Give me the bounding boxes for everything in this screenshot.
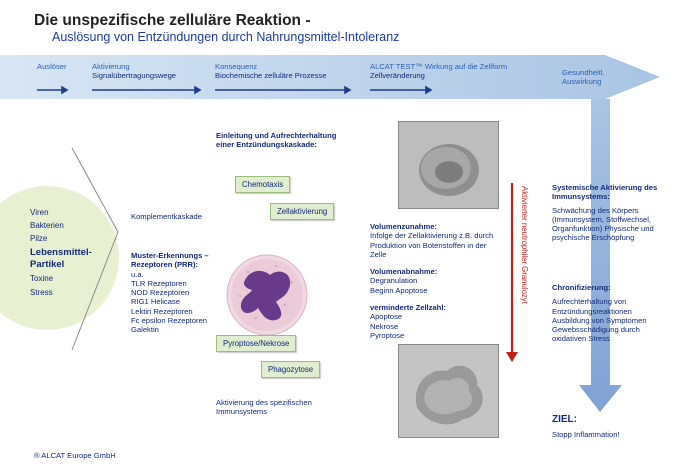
volume-increase-block [370,222,500,259]
cell-photo-shrunk [398,344,499,438]
cell-count-item: Apoptose [370,312,403,322]
prr-block [131,251,219,335]
prr-item: Lektin Rezeptoren [131,306,193,316]
page-subtitle: Auslösung von Entzündungen durch Nahrungsmittel-Intoleranz [52,30,400,44]
chronic-text: Aufrechterhaltung von Entzündungsreaktionen Ausbildung von Symptomen Gewebsschädigung durch oxidativen Stress [552,297,647,344]
cell-count-item: Nekrose [370,321,399,331]
trigger-item: Viren [30,208,49,217]
copyright-footer: ® ALCAT Europe GmbH [34,451,116,460]
volume-decrease-title: Volumenabnahme: [370,267,438,276]
chronic-title: Chronifizierung: [552,283,611,292]
box-chemotaxis: Chemotaxis [235,176,290,193]
prr-item: RIG1 Helicase [131,297,180,307]
trigger-main-item: Lebensmittel-Partikel [30,247,92,270]
cell-photo-swollen [398,121,499,209]
systemic-block [552,183,682,243]
page-title: Die unspezifische zelluläre Reaktion - [34,12,311,29]
box-phagocytosis: Phagozytose [261,361,320,378]
trigger-list [30,208,100,298]
cell-count-item: Pyroptose [370,330,405,340]
trigger-item: Pilze [30,234,48,243]
goal-text: Stopp Inflammation! [552,430,620,439]
volume-decrease-item: Beginn Apoptose [370,285,428,295]
stage-label-consequence: Konsequenz Biochemische zelluläre Prozesse [215,62,327,80]
prr-title: Muster-Erkennungs – Rezeptoren (PRR): [131,251,209,270]
trigger-item: Stress [30,288,53,297]
volume-decrease-item: Degranulation [370,276,418,286]
box-cell-activation: Zellaktivierung [270,203,334,220]
chronic-block [552,283,662,344]
box-pyroptosis-necrosis: Pyroptose/Nekrose [216,335,296,352]
volume-increase-text: Infolge der Zellaktivierung z.B. durch Produktion von Botenstoffen in der Zelle [370,231,494,259]
goal-block [552,414,620,439]
trigger-item: Toxine [30,274,54,283]
cell-count-title: verminderte Zellzahl: [370,303,446,312]
prr-item: Fc epsilon Rezeptoren [131,316,207,326]
health-down-arrow [579,99,622,412]
prr-item: Galektin [131,325,159,335]
volume-increase-title: Volumenzunahme: [370,222,437,231]
cell-count-block [370,303,500,340]
stage-label-cellchange: ALCAT TEST™ Wirkung auf die Zellform Zellveränderung [370,62,508,80]
systemic-text: Schwächung des Körpers (Immunsystem, Stoffwechsel, Organfunktion) Physische und psychische Erschöpfung [552,205,654,243]
stage-label-health: Gesundheitl. Auswirkung [562,68,605,86]
neutrophil-cell-image [227,255,307,335]
specific-immune-activation: Aktivierung des spezifischen Immunsystems [216,398,312,417]
stage-label-activation: Aktivierung Signalübertragungswege [92,62,177,80]
trigger-item: Bakterien [30,221,64,230]
granulocyte-vertical-label: Aktivierter neutrophiler Granulozyt [520,186,529,304]
consequence-heading: Einleitung und Aufrechterhaltung einer Entzündungskaskade: [216,131,337,150]
prr-item: u.a. [131,269,144,279]
stage-label-trigger: Auslöser [37,62,67,71]
prr-item: TLR Rezeptoren [131,278,187,288]
systemic-title: Systemische Aktivierung des Immunsystems: [552,183,658,202]
goal-title: ZIEL: [552,414,577,425]
prr-item: NOD Rezeptoren [131,288,190,298]
volume-decrease-block [370,267,500,295]
complement-cascade-label: Komplementkaskade [131,212,202,221]
